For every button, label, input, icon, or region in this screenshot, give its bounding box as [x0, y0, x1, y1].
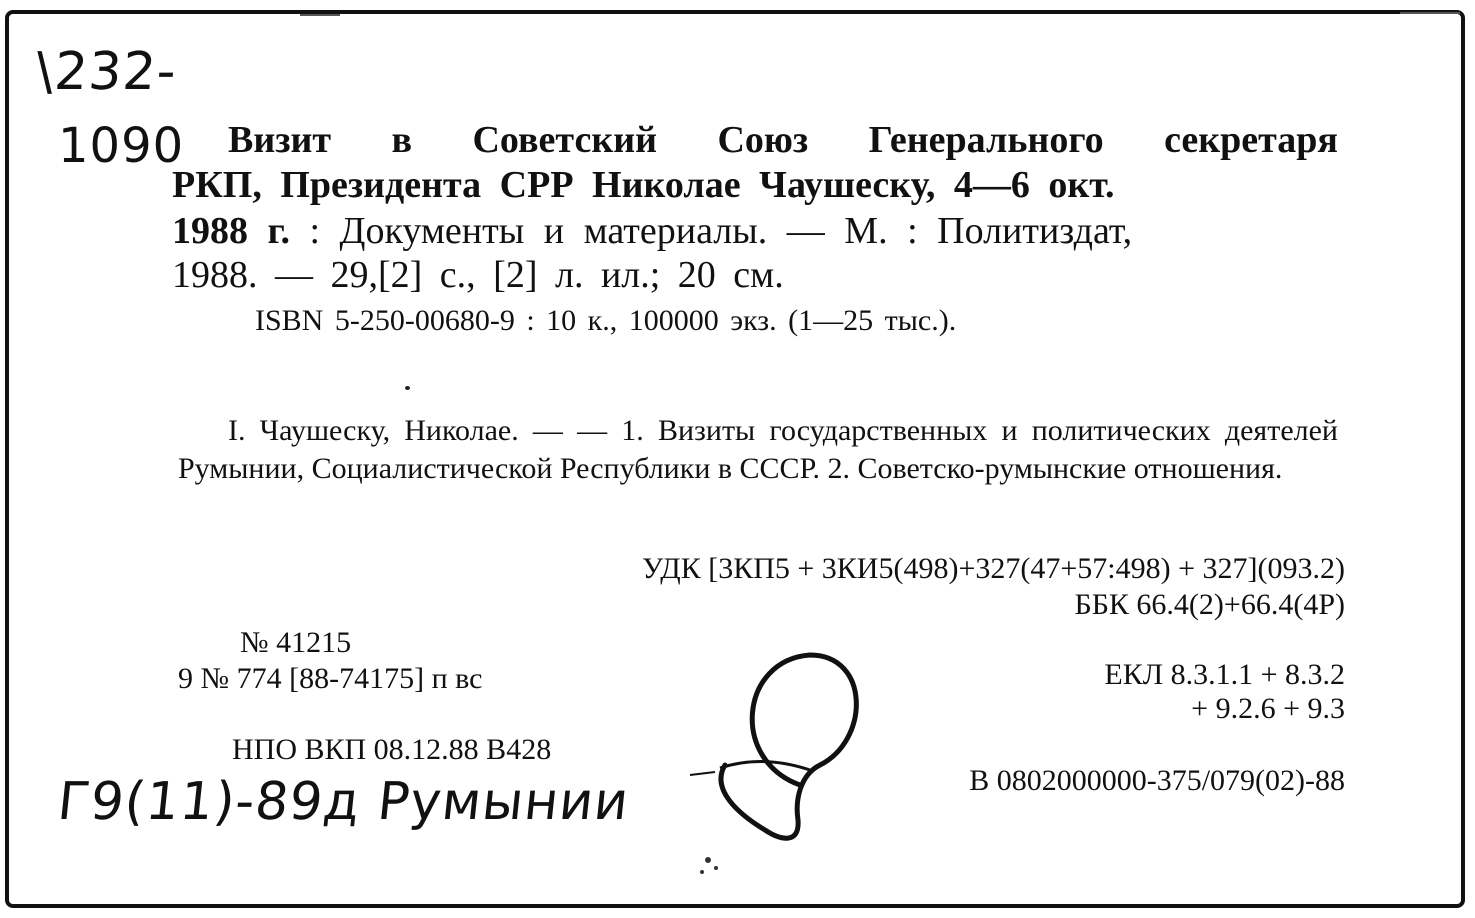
npo-code: НПО ВКП 08.12.88 В428 — [232, 733, 552, 766]
title-word: Союз — [717, 119, 809, 161]
ekl-code-continued: + 9.2.6 + 9.3 — [1191, 692, 1345, 725]
title-word: Визит — [228, 119, 332, 161]
title-subtitle: : Документы и материалы. — М. : Политиздат, — [289, 210, 1133, 252]
isbn-line: ISBN 5-250-00680-9 : 10 к., 100000 экз. (1—25 тыс.). — [255, 304, 957, 337]
scan-mark — [300, 14, 340, 16]
ink-loop-mark — [670, 640, 890, 890]
record-number: № 41215 — [240, 626, 352, 659]
ekl-code: ЕКЛ 8.3.1.1 + 8.3.2 — [1104, 658, 1345, 691]
handwritten-shelf-code: \232- — [33, 42, 179, 102]
title-line-3 — [172, 209, 1132, 253]
bbk-index-code: В 0802000000-375/079(02)-88 — [969, 764, 1345, 797]
title-word: в — [391, 119, 413, 161]
ink-speck — [405, 386, 410, 390]
title-word: Советский — [472, 119, 658, 161]
udk-code: УДК [3КП5 + 3КИ5(498)+327(47+57:498) + 327](093.2) — [642, 552, 1345, 585]
subject-headings: I. Чаушеску, Николае. — — 1. Визиты государственных и политических деятелей Румынии, Социалистической Республики в СССР. 2. Советско-румынские отношения. — [178, 414, 1338, 485]
title-line-2: РКП, Президента СРР Николае Чаушеску, 4—6 окт. — [172, 164, 1115, 206]
title-line-4: 1988. — 29,[2] с., [2] л. ил.; 20 см. — [172, 254, 784, 296]
title-line-1 — [228, 118, 1338, 162]
scan-mark — [1400, 12, 1460, 14]
title-word: секретаря — [1164, 119, 1338, 161]
title-year: 1988 г. — [172, 210, 290, 252]
handwritten-card-number: 1090 — [58, 118, 185, 174]
title-word: Генерального — [868, 119, 1104, 161]
handwritten-classification-note: Г9(11)-89д Румынии — [54, 772, 633, 832]
order-number: 9 № 774 [88-74175] п вс — [178, 662, 483, 695]
bbk-code: ББК 66.4(2)+66.4(4Р) — [1074, 588, 1345, 621]
